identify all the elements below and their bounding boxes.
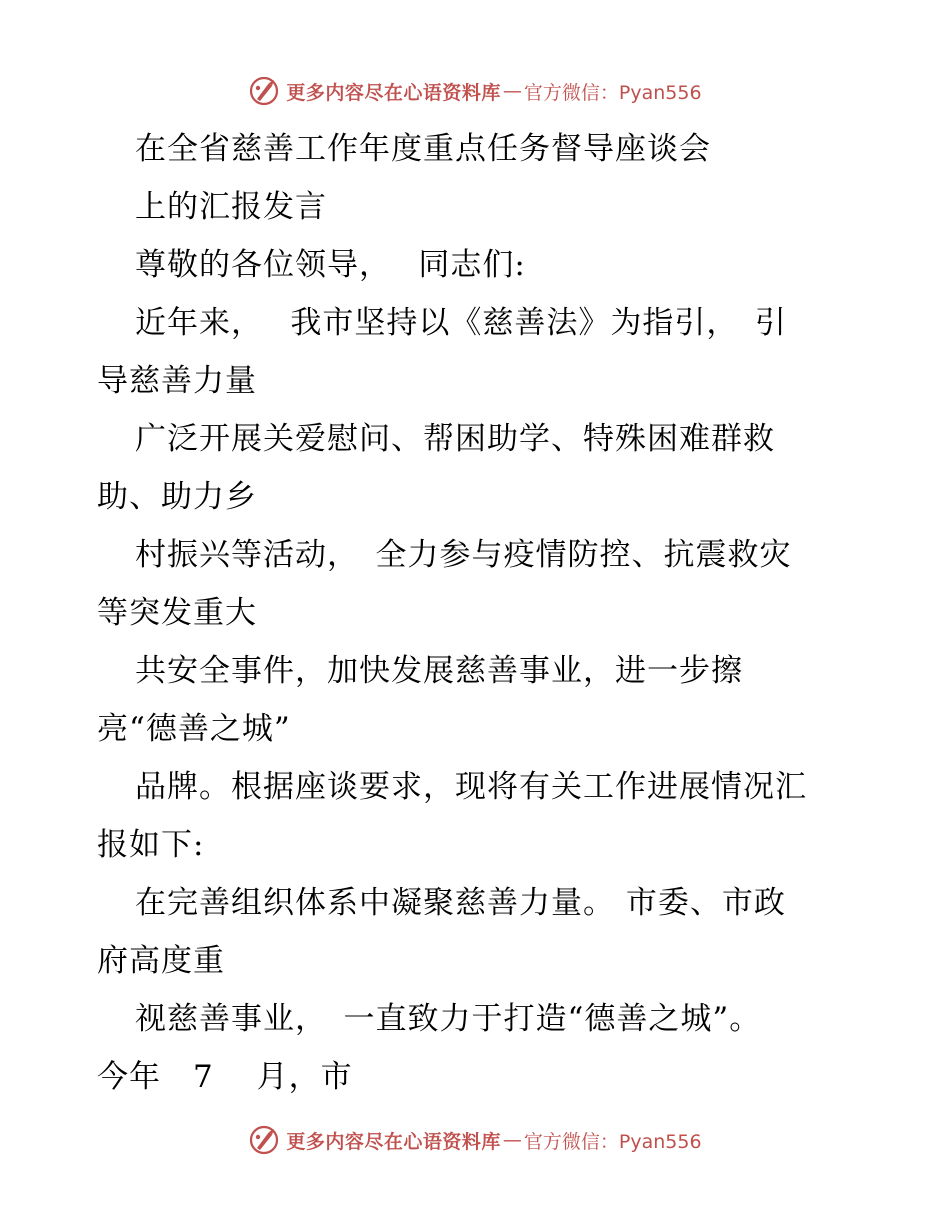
- document-line: 上的汇报发言: [135, 189, 327, 225]
- document-line: 视慈善事业， 一直致力于打造“德善之城”。: [135, 1001, 762, 1037]
- banner-site-text: 更多内容尽在心语资料库: [286, 1130, 501, 1153]
- document-body: [97, 120, 857, 1106]
- banner-dash: —: [502, 1129, 522, 1151]
- footer-banner: [0, 1120, 950, 1160]
- header-banner: [0, 71, 950, 111]
- document-line: 报如下:: [97, 827, 205, 863]
- document-line: 品牌。根据座谈要求，现将有关工作进展情况汇: [135, 769, 807, 805]
- banner-wechat-text: 官方微信：Pyan556: [523, 81, 702, 104]
- document-line: 今年 7 月，市: [97, 1059, 353, 1095]
- document-line: 近年来， 我市坚持以《慈善法》为指引， 引: [135, 305, 787, 341]
- document-line: 等突发重大: [97, 595, 257, 631]
- banner-wechat-text: 官方微信：Pyan556: [523, 1130, 702, 1153]
- quill-pen-logo-icon: [248, 1124, 280, 1156]
- document-line: 在全省慈善工作年度重点任务督导座谈会: [135, 131, 711, 167]
- document-line: 导慈善力量: [97, 363, 257, 399]
- document-line: 在完善组织体系中凝聚慈善力量。 市委、市政: [135, 885, 786, 921]
- quill-pen-logo-icon: [248, 75, 280, 107]
- document-line: 村振兴等活动， 全力参与疫情防控、抗震救灾: [135, 537, 792, 573]
- document-line: 共安全事件，加快发展慈善事业，进一步擦: [135, 653, 743, 689]
- document-line: 府高度重: [97, 943, 225, 979]
- banner-dash: —: [502, 80, 522, 102]
- document-line: 助、助力乡: [97, 479, 257, 515]
- document-line: 尊敬的各位领导， 同志们:: [135, 247, 526, 283]
- document-line: 亮“德善之城”: [97, 711, 291, 747]
- document-line: 广泛开展关爱慰问、帮困助学、特殊困难群救: [135, 421, 775, 457]
- banner-site-text: 更多内容尽在心语资料库: [286, 81, 501, 104]
